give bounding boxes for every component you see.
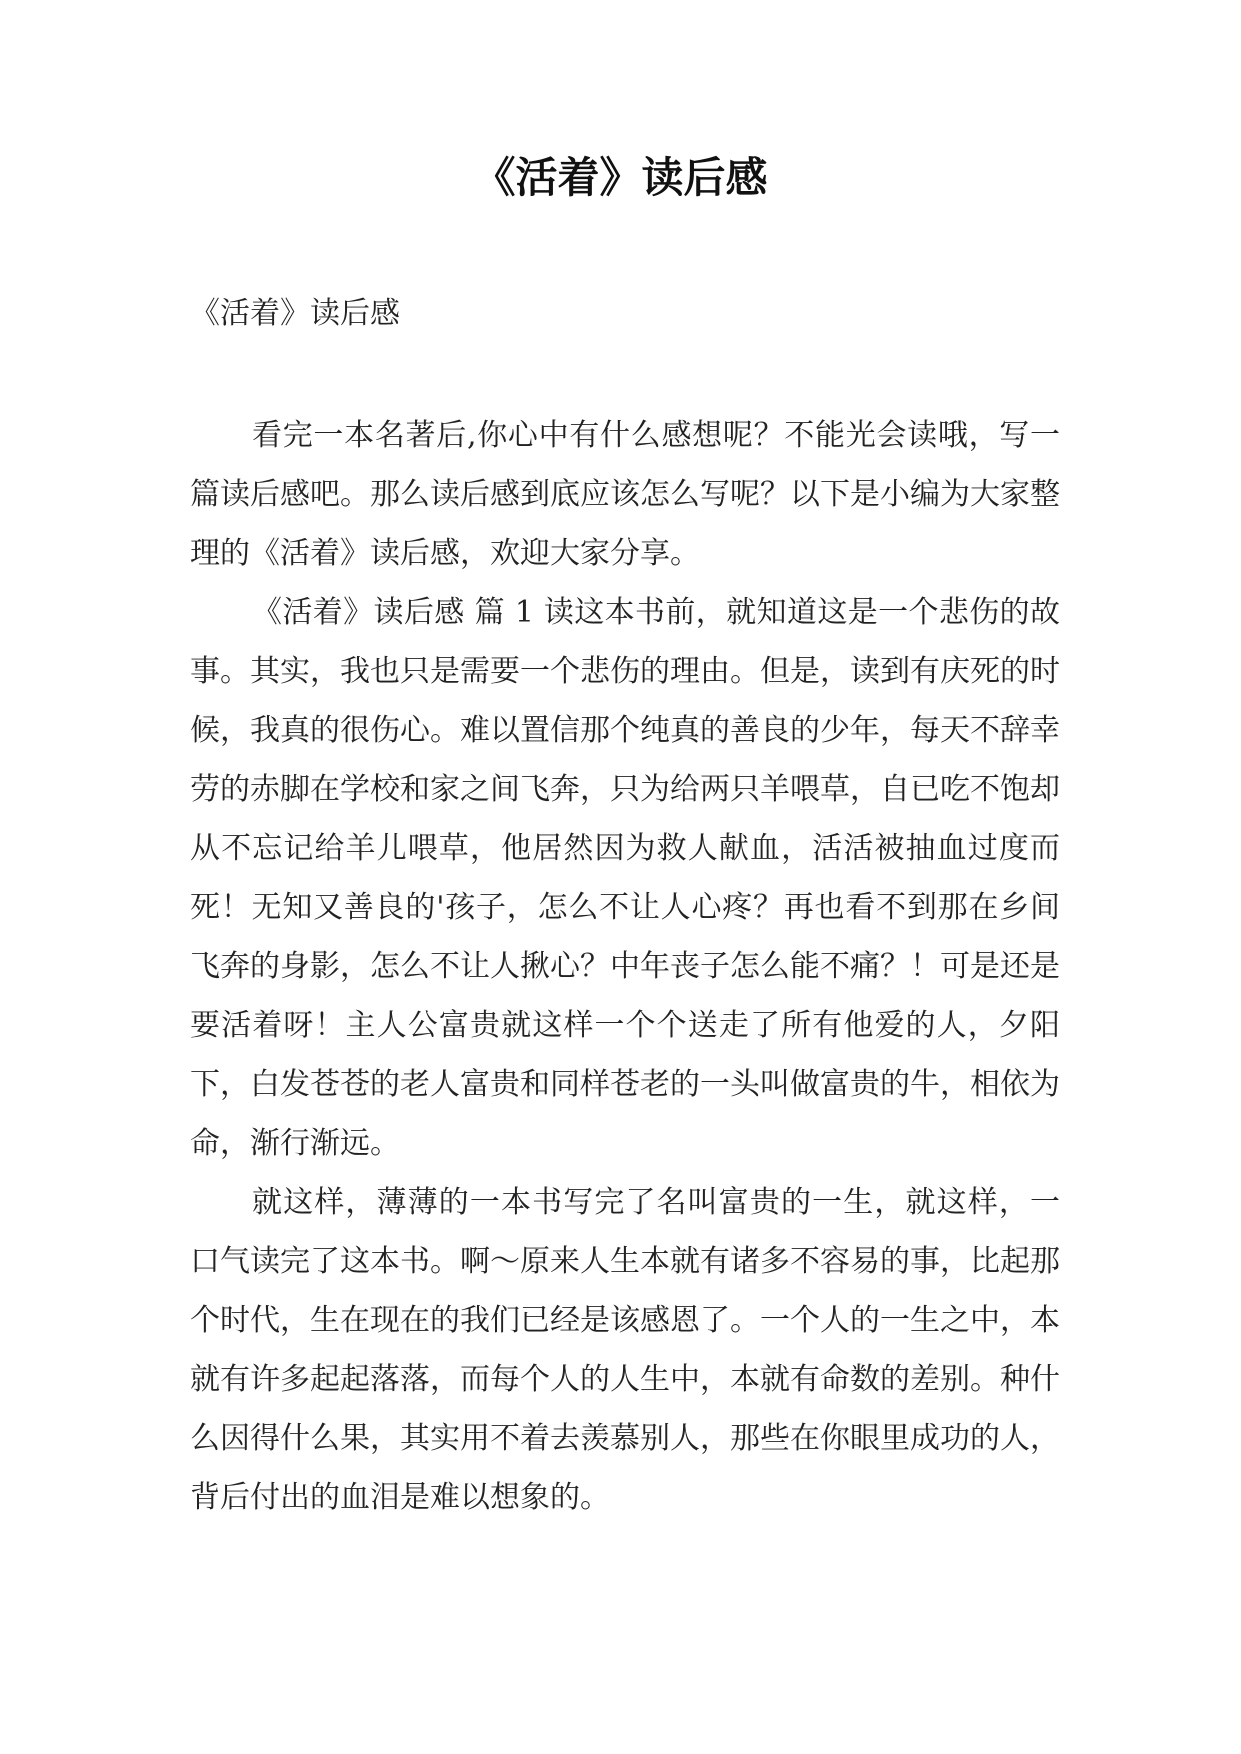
- paragraph-reflection: 就这样，薄薄的一本书写完了名叫富贵的一生，就这样，一口气读完了这本书。啊～原来人生本就有诸多不容易的事，比起那个时代，生在现在的我们已经是该感恩了。一个人的一生之中，本就有许多起起落落，而每个人的人生中，本就有命数的差别。种什么因得什么果，其实用不着去羡慕别人，那些在你眼里成功的人，背后付出的血泪是难以想象的。: [190, 1185, 1060, 1515]
- document-body: [190, 406, 1060, 1527]
- paragraph-intro: 看完一本名著后,你心中有什么感想呢？不能光会读哦，写一篇读后感吧。那么读后感到底应该怎么写呢？以下是小编为大家整理的《活着》读后感，欢迎大家分享。: [190, 418, 1060, 571]
- document-subtitle: 《活着》读后感: [190, 296, 400, 331]
- paragraph-part-1: 《活着》读后感 篇 1 读这本书前，就知道这是一个悲伤的故事。其实，我也只是需要一个悲伤的理由。但是，读到有庆死的时候，我真的很伤心。难以置信那个纯真的善良的少年，每天不辞幸劳的赤脚在学校和家之间飞奔，只为给两只羊喂草，自已吃不饱却从不忘记给羊儿喂草，他居然因为救人献血，活活被抽血过度而死！无知又善良的'孩子，怎么不让人心疼？再也看不到那在乡间飞奔的身影，怎么不让人揪心？中年丧子怎么能不痛？！可是还是要活着呀！主人公富贵就这样一个个送走了所有他爱的人，夕阳下，白发苍苍的老人富贵和同样苍老的一头叫做富贵的牛，相依为命，渐行渐远。: [190, 595, 1060, 1161]
- document-title: 《活着》读后感: [473, 153, 768, 202]
